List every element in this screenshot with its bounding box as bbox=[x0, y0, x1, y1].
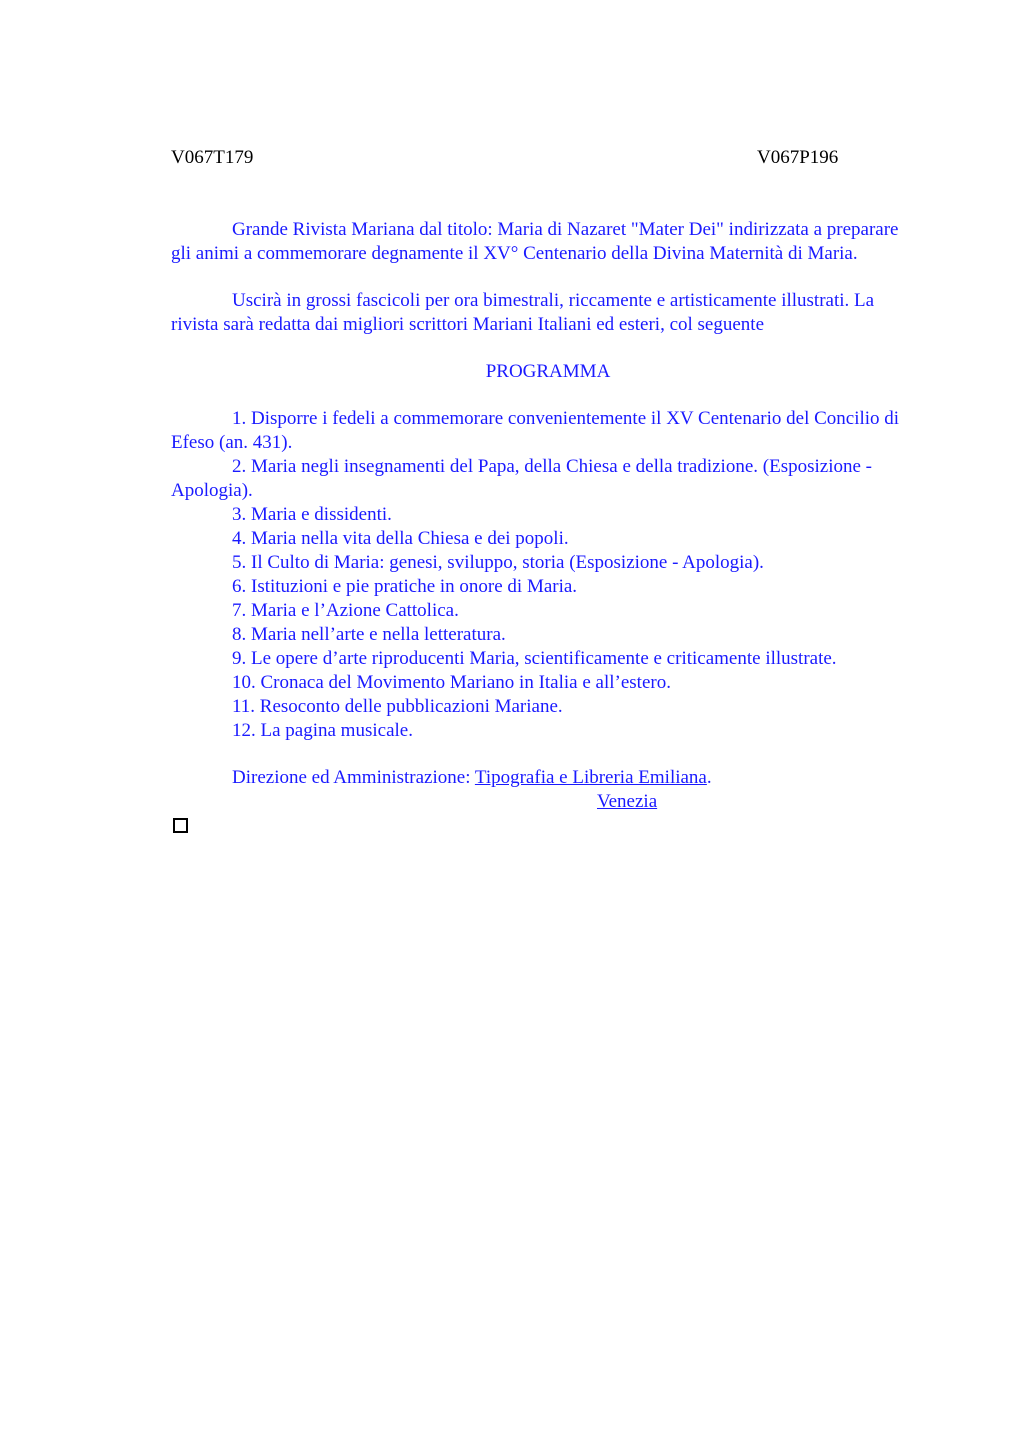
program-item: 3. Maria e dissidenti. bbox=[232, 504, 392, 525]
program-item: 12. La pagina musicale. bbox=[232, 720, 413, 741]
program-item: 1. Disporre i fedeli a commemorare convenientemente il XV Centenario del Concilio di Efeso (an. 431). bbox=[171, 408, 900, 453]
program-item: 2. Maria negli insegnamenti del Papa, della Chiesa e della tradizione. (Esposizione - Apologia). bbox=[171, 456, 872, 501]
direction-period: . bbox=[706, 767, 712, 788]
direction-line bbox=[171, 766, 923, 790]
direction-label: Direzione ed Amministrazione: bbox=[232, 767, 475, 788]
document-page bbox=[171, 146, 923, 833]
intro-paragraph-2: Uscirà in grossi fascicoli per ora bimestrali, riccamente e artisticamente illustrati. La rivista sarà redatta dai migliori scrittori Mariani Italiani ed esteri, col seguente bbox=[171, 290, 875, 335]
intro-paragraph-1: Grande Rivista Mariana dal titolo: Maria di Nazaret "Mater Dei" indirizzata a preparare gli animi a commemorare degnamente il XV° Centenario della Divina Maternità di Maria. bbox=[171, 219, 899, 264]
publisher-link[interactable]: Tipografia e Libreria Emiliana bbox=[474, 767, 707, 788]
empty-square-icon bbox=[173, 818, 188, 833]
page-header bbox=[171, 146, 923, 170]
program-item: 7. Maria e l’Azione Cattolica. bbox=[232, 600, 459, 621]
program-item: 6. Istituzioni e pie pratiche in onore di Maria. bbox=[232, 576, 578, 597]
document-code-left: V067T179 bbox=[171, 147, 254, 168]
program-item: 5. Il Culto di Maria: genesi, sviluppo, storia (Esposizione - Apologia). bbox=[232, 552, 764, 573]
city-line bbox=[171, 790, 923, 814]
program-item: 10. Cronaca del Movimento Mariano in Italia e all’estero. bbox=[232, 672, 671, 693]
document-code-right: V067P196 bbox=[757, 147, 839, 168]
program-item: 11. Resoconto delle pubblicazioni Mariane. bbox=[232, 696, 563, 717]
program-item: 9. Le opere d’arte riproducenti Maria, scientificamente e criticamente illustrate. bbox=[232, 648, 837, 669]
program-title: PROGRAMMA bbox=[485, 361, 611, 382]
program-list bbox=[171, 407, 923, 743]
program-item: 4. Maria nella vita della Chiesa e dei popoli. bbox=[232, 528, 569, 549]
city-link[interactable]: Venezia bbox=[597, 791, 658, 812]
program-item: 8. Maria nell’arte e nella letteratura. bbox=[232, 624, 506, 645]
